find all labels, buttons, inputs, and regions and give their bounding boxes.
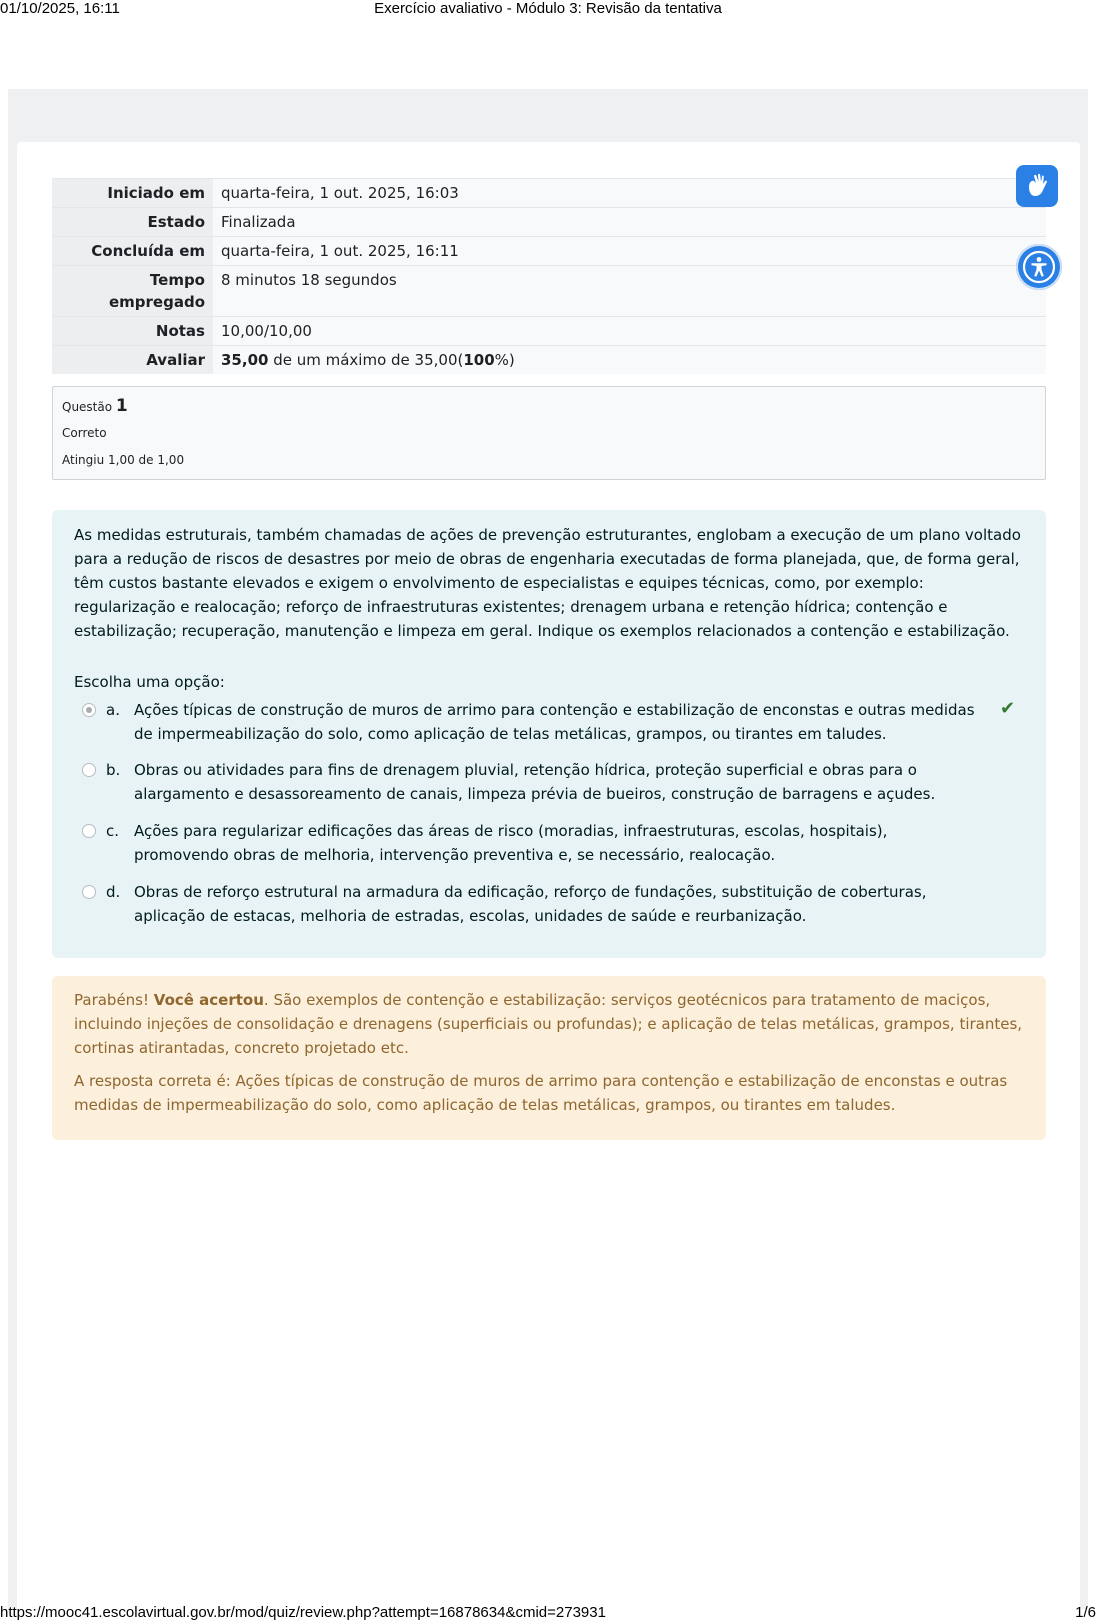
answer-radio[interactable] — [82, 703, 96, 717]
summary-label: Notas — [52, 317, 213, 346]
summary-label: Concluída em — [52, 237, 213, 266]
summary-row — [52, 266, 1046, 317]
summary-value: 8 minutos 18 segundos — [213, 266, 1046, 317]
question-grade: Atingiu 1,00 de 1,00 — [62, 453, 185, 467]
correct-check-icon: ✔ — [1000, 698, 1016, 719]
print-page-number: 1/6 — [1075, 1604, 1096, 1621]
question-number — [62, 396, 128, 416]
answer-text: Ações típicas de construção de muros de arrimo para contenção e estabilização de enconstas e outras medidas de impermeabilização do solo, como aplicação de telas metálicas, grampos, ou tirantes em taludes. — [134, 701, 975, 743]
answer-radio[interactable] — [82, 885, 96, 899]
sign-language-icon — [1024, 173, 1050, 199]
answer-radio[interactable] — [82, 763, 96, 777]
sign-language-button[interactable] — [1016, 165, 1058, 207]
grade-score: 35,00 — [221, 351, 269, 369]
summary-label: Avaliar — [52, 346, 213, 375]
summary-row-grade — [52, 346, 1046, 375]
summary-label: Tempo empregado — [52, 266, 213, 317]
question-state: Correto — [62, 426, 107, 440]
answer-text: Obras ou atividades para fins de drenagem pluvial, retenção hídrica, proteção superficial e obras para o alargamento e desassoreamento de canais, limpeza prévia de bueiros, construção de barragens e açudes. — [134, 761, 936, 803]
accessibility-button[interactable] — [1016, 244, 1062, 290]
summary-row — [52, 317, 1046, 346]
feedback-general-text: . São exemplos de contenção e estabilização: serviços geotécnicos para tratamento de maciços, incluindo injeções de consolidação e drenagens (superficiais ou profundas); e aplicação de telas metálicas, grampos, tirantes, cortinas atirantadas, concreto projetado etc. — [74, 991, 1023, 1057]
grade-percent: 100 — [463, 351, 495, 369]
question-text: As medidas estruturais, também chamadas de ações de prevenção estruturantes, englobam a execução de um plano voltado para a redução de riscos de desastres por meio de obras de engenharia executadas de forma planejada, que, de forma geral, têm custos bastante elevados e exigem o envolvimento de especialistas e equipes técnicas, como, por exemplo: regularização e realocação; reforço de infraestruturas existentes; drenagem urbana e retenção hídrica; contenção e estabilização; recuperação, manutenção e limpeza em geral. Indique os exemplos relacionados a contenção e estabilização. — [74, 526, 1021, 640]
answer-prompt: Escolha uma opção: — [74, 673, 225, 691]
summary-value: Finalizada — [213, 208, 1046, 237]
feedback-strong: Você acertou — [153, 991, 264, 1009]
summary-value: 10,00/10,00 — [213, 317, 1046, 346]
summary-value: quarta-feira, 1 out. 2025, 16:03 — [213, 179, 1046, 208]
attempt-summary-table — [52, 178, 1046, 374]
question-info-box — [52, 386, 1046, 480]
feedback-box — [52, 976, 1046, 1140]
grade-middle: de um máximo de 35,00( — [268, 351, 464, 369]
accessibility-icon — [1022, 250, 1056, 284]
question-number-label: Questão — [62, 400, 113, 414]
answer-letter: c. — [106, 822, 120, 840]
summary-grade-value — [213, 346, 1046, 375]
summary-label: Iniciado em — [52, 179, 213, 208]
print-datetime: 01/10/2025, 16:11 — [0, 0, 120, 17]
right-answer: A resposta correta é: Ações típicas de construção de muros de arrimo para contenção e estabilização de enconstas e outras medidas de impermeabilização do solo, como aplicação de telas metálicas, grampos, ou tirantes em taludes. — [74, 1072, 1008, 1114]
grade-suffix: %) — [494, 351, 515, 369]
question-number-value: 1 — [115, 396, 128, 416]
summary-label: Estado — [52, 208, 213, 237]
answer-text: Obras de reforço estrutural na armadura da edificação, reforço de fundações, substituição de coberturas, aplicação de estacas, melhoria de estradas, escolas, unidades de saúde e reurbanização. — [134, 883, 927, 925]
answer-text: Ações para regularizar edificações das áreas de risco (moradias, infraestruturas, escolas, hospitais), promovendo obras de melhoria, intervenção preventiva e, se necessário, realocação. — [134, 822, 888, 864]
summary-value: quarta-feira, 1 out. 2025, 16:11 — [213, 237, 1046, 266]
summary-row — [52, 208, 1046, 237]
answer-letter: b. — [106, 761, 121, 779]
answer-radio[interactable] — [82, 824, 96, 838]
print-url: https://mooc41.escolavirtual.gov.br/mod/quiz/review.php?attempt=16878634&cmid=273931 — [0, 1604, 606, 1621]
summary-row — [52, 237, 1046, 266]
general-feedback — [74, 988, 1029, 1060]
print-header — [0, 0, 1096, 20]
question-content — [52, 510, 1046, 958]
feedback-congrats: Parabéns! — [74, 991, 154, 1009]
answer-letter: a. — [106, 701, 120, 719]
summary-row — [52, 179, 1046, 208]
print-footer — [0, 1604, 1096, 1624]
print-title: Exercício avaliativo - Módulo 3: Revisão da tentativa — [374, 0, 722, 17]
answer-letter: d. — [106, 883, 121, 901]
